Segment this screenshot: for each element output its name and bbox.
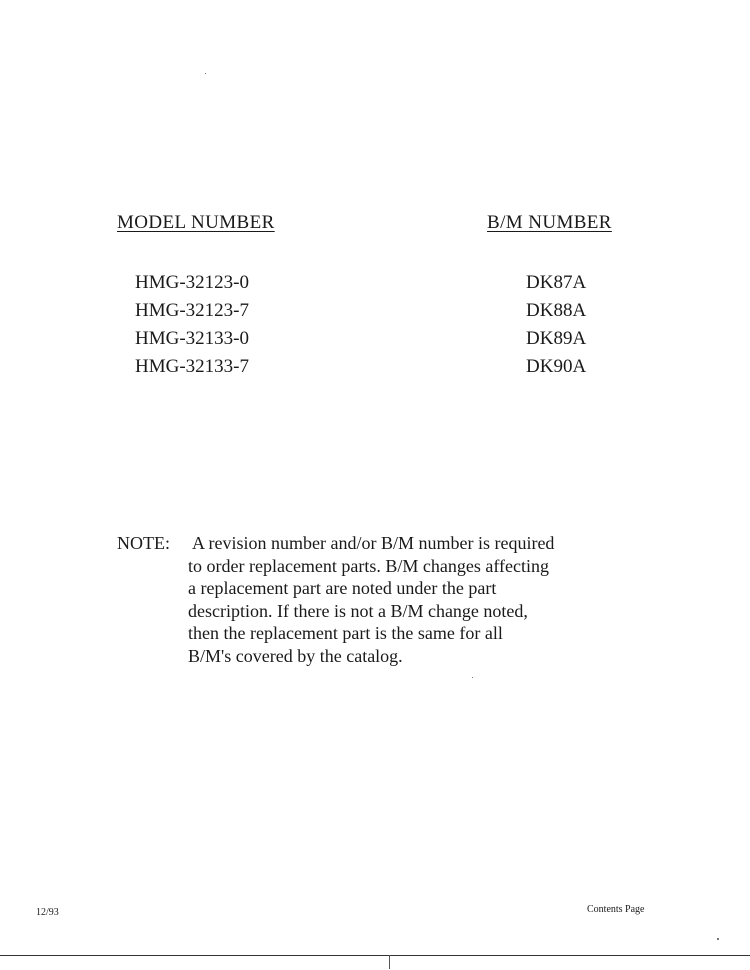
model-number-cell: HMG-32123-0 [135, 272, 249, 293]
note-line: A revision number and/or B/M number is required [192, 533, 555, 553]
note-label: NOTE: [117, 533, 170, 553]
table-row [0, 300, 750, 328]
table-row [0, 356, 750, 384]
scan-speck [717, 938, 719, 940]
table-row [0, 328, 750, 356]
note-line: then the replacement part is the same for all [188, 623, 503, 643]
model-number-cell: HMG-32123-7 [135, 300, 249, 321]
model-number-cell: HMG-32133-0 [135, 328, 249, 349]
note-line: description. If there is not a B/M change noted, [188, 600, 528, 621]
bm-number-cell: DK88A [526, 300, 587, 321]
model-number-cell: HMG-32133-7 [135, 356, 249, 377]
note-block [117, 532, 637, 667]
bm-number-header: B/M NUMBER [487, 212, 612, 233]
model-number-header: MODEL NUMBER [117, 212, 275, 233]
footer-page-label: Contents Page [587, 904, 645, 915]
scan-speck [472, 677, 473, 678]
note-line: B/M's covered by the catalog. [188, 645, 403, 666]
note-line: to order replacement parts. B/M changes affecting [188, 555, 550, 576]
footer-date: 12/93 [36, 907, 59, 918]
bm-number-cell: DK89A [526, 328, 587, 349]
bottom-rule [0, 955, 750, 956]
table-row [0, 272, 750, 300]
bm-number-cell: DK90A [526, 356, 587, 377]
bottom-rule-tick [389, 955, 390, 969]
model-table [0, 272, 750, 384]
bm-number-cell: DK87A [526, 272, 587, 293]
scan-speck [205, 73, 206, 74]
note-line: a replacement part are noted under the part [188, 578, 497, 598]
